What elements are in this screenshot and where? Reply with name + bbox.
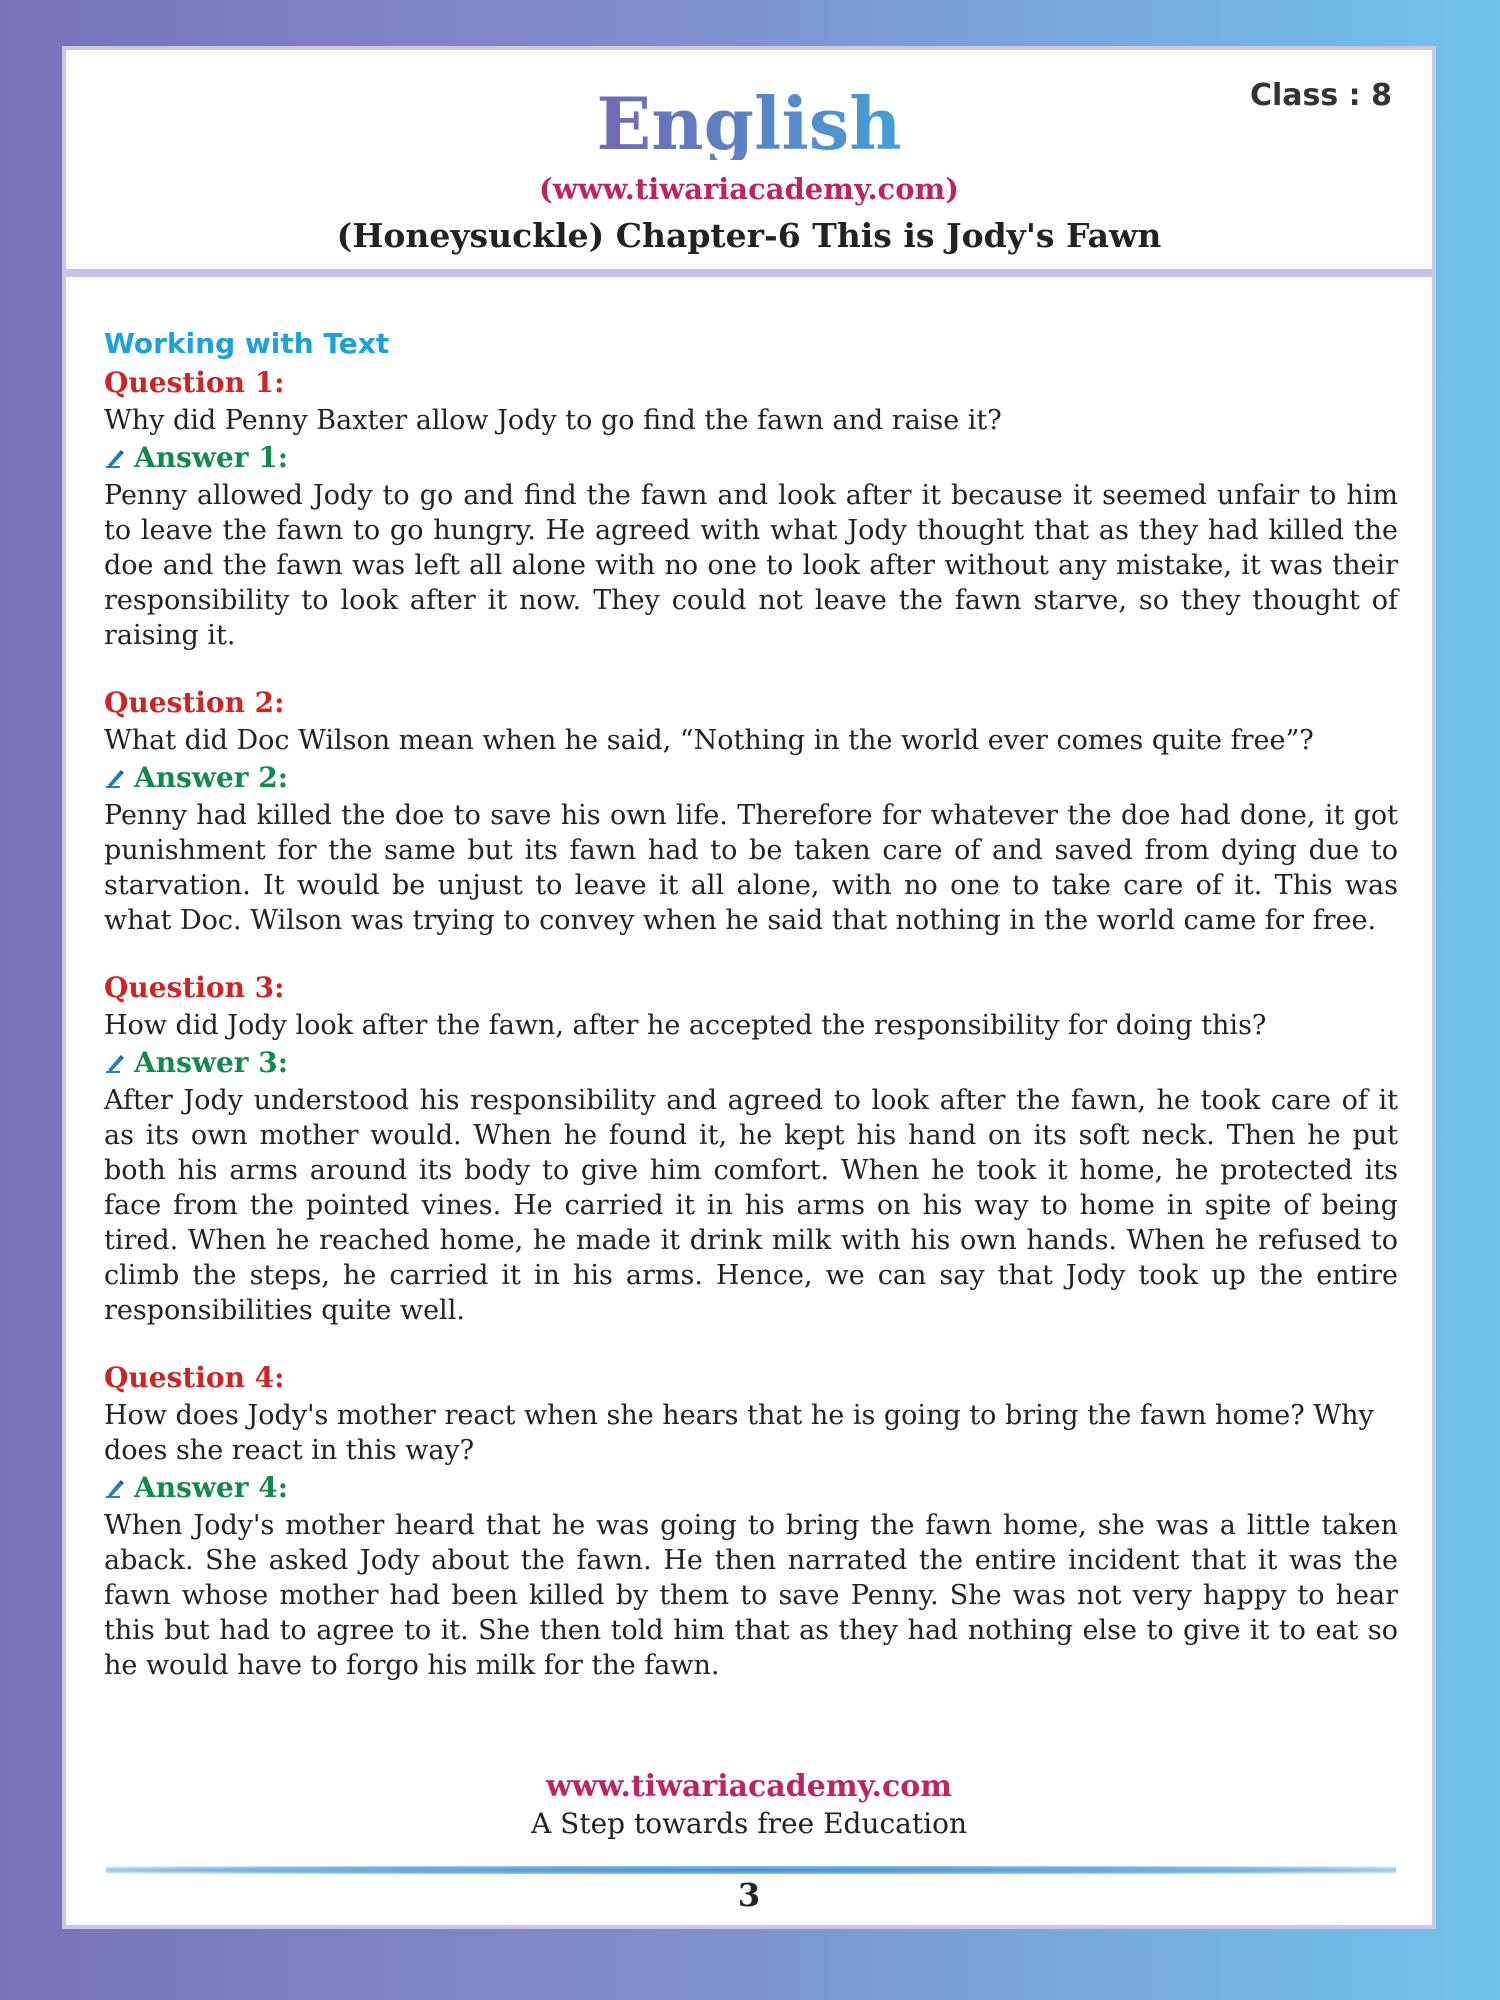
answer-text: Penny allowed Jody to go and find the fawn and look after it because it seemed unfair to him to leave the fawn to go hungry. He agreed with what Jody thought that as they had killed the doe and the fawn was left all alone with no one to look after without any mistake, it was their responsibility to look after it now. They could not leave the fawn starve, so they thought of raising it. — [104, 480, 1398, 651]
pen-icon — [104, 1477, 126, 1499]
answer-text: Penny had killed the doe to save his own life. Therefore for whatever the doe had done, it got punishment for the same but its fawn had to be taken care of and saved from dying due to starvation. It would be unjust to leave it all alone, with no one to take care of it. This was what Doc. Wilson was trying to convey when he said that nothing in the world came for free. — [104, 800, 1398, 936]
qa-block-1 — [104, 363, 1398, 653]
question-text: What did Doc Wilson mean when he said, “Nothing in the world ever comes quite free”? — [104, 725, 1314, 756]
answer-label: Answer 1: — [134, 441, 289, 474]
footer-website-link[interactable]: www.tiwariacademy.com — [545, 1769, 953, 1804]
content — [104, 325, 1398, 1713]
section-title: Working with Text — [104, 327, 390, 360]
answer-label: Answer 4: — [134, 1471, 289, 1504]
question-text: Why did Penny Baxter allow Jody to go find the fawn and raise it? — [104, 405, 1002, 436]
answer-label-row — [104, 438, 1398, 478]
chapter-title: (Honeysuckle) Chapter-6 This is Jody's Fawn — [336, 216, 1162, 255]
answer-label: Answer 3: — [134, 1046, 289, 1079]
page-title: English — [66, 88, 1432, 160]
qa-block-4 — [104, 1358, 1398, 1683]
question-label: Question 3: — [104, 971, 285, 1004]
footer-tagline: A Step towards free Education — [531, 1807, 967, 1840]
page-number: 3 — [737, 1876, 761, 1914]
pen-icon — [104, 1052, 126, 1074]
page — [62, 46, 1436, 1929]
answer-label-row — [104, 758, 1398, 798]
question-text: How does Jody's mother react when she hears that he is going to bring the fawn home? Why does she react in this way? — [104, 1400, 1374, 1466]
pen-icon — [104, 767, 126, 789]
answer-text: After Jody understood his responsibility and agreed to look after the fawn, he took care of it as its own mother would. When he found it, he kept his hand on its soft neck. Then he put both his arms around its body to give him comfort. When he took it home, he protected its face from the pointed vines. He carried it in his arms on his way to home in spite of being tired. When he reached home, he made it drink milk with his own hands. When he refused to climb the steps, he carried it in his arms. Hence, we can say that Jody took up the entire responsibilities quite well. — [104, 1085, 1398, 1326]
page-header — [66, 50, 1432, 277]
answer-text: When Jody's mother heard that he was going to bring the fawn home, she was a little taken aback. She asked Jody about the fawn. He then narrated the entire incident that it was the fawn whose mother had been killed by them to save Penny. She was not very happy to hear this but had to agree to it. She then told him that as they had nothing else to give it to eat so he would have to forgo his milk for the fawn. — [104, 1510, 1398, 1681]
answer-label-row — [104, 1468, 1398, 1508]
answer-label-row — [104, 1043, 1398, 1083]
question-label: Question 4: — [104, 1361, 285, 1394]
header-website-link[interactable]: (www.tiwariacademy.com) — [539, 172, 959, 206]
qa-block-2 — [104, 683, 1398, 938]
question-text: How did Jody look after the fawn, after he accepted the responsibility for doing this? — [104, 1010, 1267, 1041]
question-label: Question 2: — [104, 686, 285, 719]
page-footer — [66, 1768, 1432, 1842]
pen-icon — [104, 447, 126, 469]
qa-block-3 — [104, 968, 1398, 1328]
answer-label: Answer 2: — [134, 761, 289, 794]
question-label: Question 1: — [104, 366, 285, 399]
footer-divider — [106, 1866, 1396, 1874]
